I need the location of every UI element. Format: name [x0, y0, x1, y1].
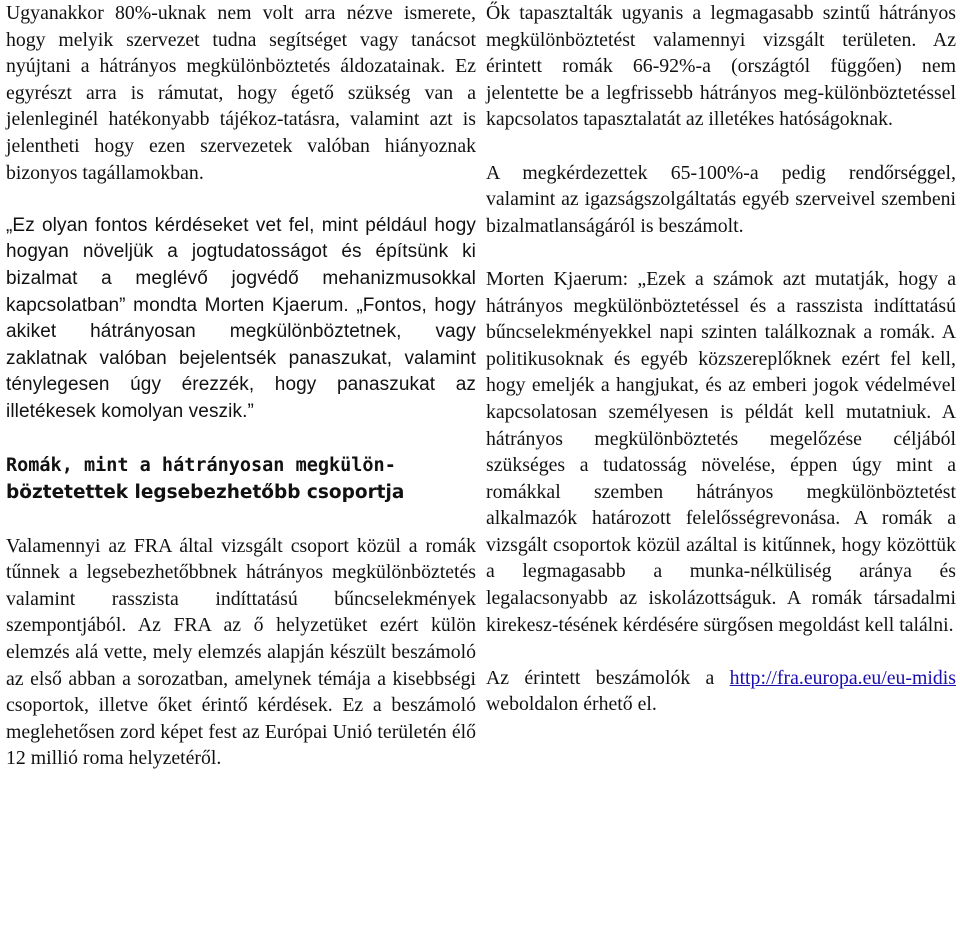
- kjaerum-quote-paragraph: Morten Kjaerum: „Ezek a számok azt mutatják, hogy a hátrányos megkülönböztetéssel és a rasszista indíttatású bűncselekményekkel napi szinten találkoznak a romák. A politikusoknak és egyéb közszereplőknek ezért fel kell, hogy emeljék a hangjukat, és az emberi jogok védelmével kapcsolatosan személyesen is példát kell mutatniuk. A hátrányos megkülönböztetés megelőzése céljából szükséges a tudatosság növelése, éppen úgy mint a romákkal szemben hátrányos megkülönböztetést alkalmazók határozott felelősségrevonása. A romák a vizsgált csoportok közül azáltal is kitűnnek, hogy közöttük a legmagasabb a munka-nélküliség aránya és legalacsonyabb az iskolázottságuk. A romák társadalmi kirekesz-tésének kérdésére sürgősen megoldást kell találni.: [486, 267, 956, 636]
- link-part-2: midis: [912, 666, 956, 689]
- section-heading: [6, 452, 476, 506]
- heading-part-2: böztetettek legsebezhetőbb csoportja: [6, 482, 405, 504]
- right-column: [486, 0, 956, 718]
- roma-paragraph: Valamennyi az FRA által vizsgált csoport közül a romák tűnnek a legsebezhetőbbnek hátrányos megkülönböztetés valamint rasszista indíttatású bűncselekmények szempontjából. Az FRA az ő helyzetüket ezért külön elemzés alá vette, mely elemzés alapján készült beszámoló az első abban a sorozatban, amelynek témája a kisebbségi csoportok, illetve őket érintő kérdések. Ez a beszámoló meglehetősen zord képet fest az Európai Unió területén élő 12 millió roma helyzetéről.: [6, 534, 476, 770]
- reports-paragraph: [486, 665, 956, 718]
- heading-part-1: Romák, mint a hátrányosan megkülön-: [6, 455, 396, 477]
- reports-text-before: Az érintett beszámolók a: [486, 666, 730, 689]
- reports-text-after: weboldalon érhető el.: [486, 693, 657, 716]
- quote-paragraph: „Ez olyan fontos kérdéseket vet fel, mint például hogy hogyan növeljük a jogtudatosságot és építsünk ki bizalmat a meglévő jogvédő mehanizmusokkal kapcsolatban” mondta Morten Kjaerum. „Fontos, hogy akiket hátrányosan megkülönböztetnek, vagy zaklatnak valóban bejelentsék panaszukat, valamint ténylegesen úgy érezzék, hogy panaszukat az illetékesek komolyan veszik.”: [6, 214, 476, 422]
- link-part-1: http://fra.europa.eu/eu-: [729, 666, 913, 689]
- left-column: [6, 0, 476, 772]
- intro-paragraph: Ugyanakkor 80%-uknak nem volt arra nézve ismerete, hogy melyik szervezet tudna segítséget vagy tanácsot nyújtani a hátrányos megkülönböztetés áldozatainak. Ez egyrészt arra is rámutat, hogy égető szükség van a jelenleginél hatékonyabb tájékoz-tatásra, valamint azt is jelentheti hogy ezen szervezetek valóban hiányoznak bizonyos tagállamokban.: [6, 2, 476, 184]
- experience-paragraph: Ők tapasztalták ugyanis a legmagasabb szintű hátrányos megkülönböztetést valamennyi vizsgált területen. Az érintett romák 66-92%-a (országtól függően) nem jelentette be a legfrissebb hátrányos meg-különböztetéssel kapcsolatos tapasztalatát az illetékes hatóságoknak.: [486, 2, 956, 131]
- fra-eu-midis-link[interactable]: [730, 667, 956, 689]
- distrust-paragraph: A megkérdezettek 65-100%-a pedig rendőrséggel, valamint az igazságszolgáltatás egyéb szerveivel szembeni bizalmatlanságáról is beszámolt.: [486, 161, 956, 237]
